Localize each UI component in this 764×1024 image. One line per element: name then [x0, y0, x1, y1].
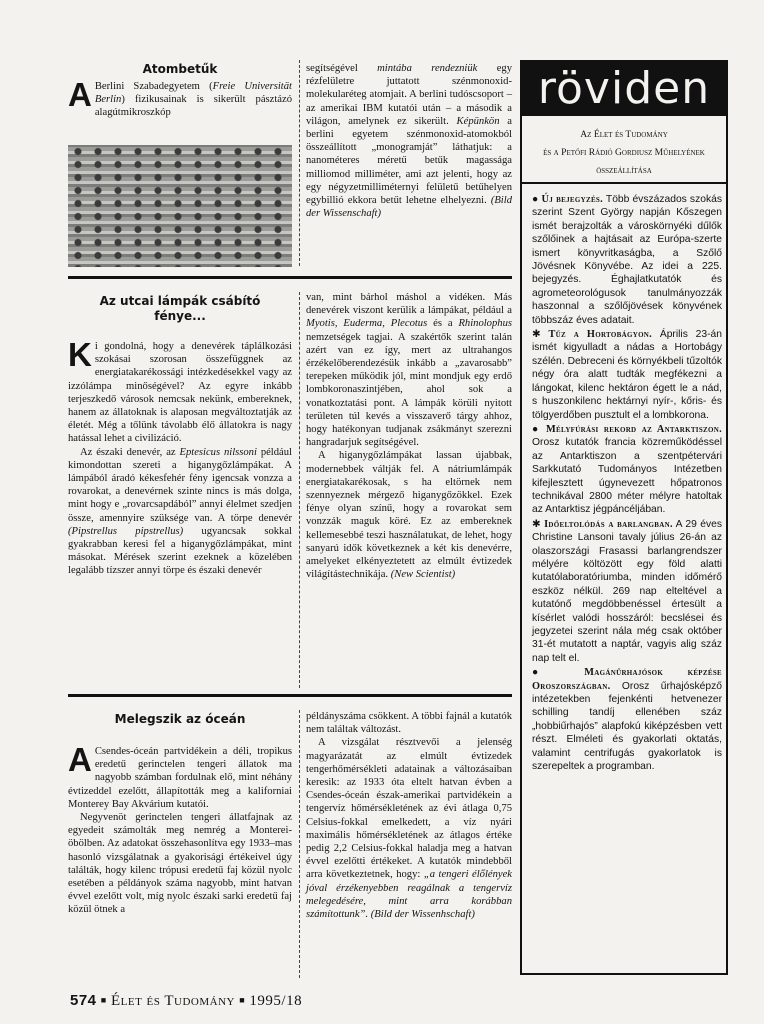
- monogram-photo: [68, 145, 292, 267]
- publication-name: Élet és Tudomány: [110, 993, 235, 1009]
- article1-title: Atombetűk: [142, 62, 218, 76]
- bullet-square: ■: [239, 995, 246, 1005]
- section-rule: [68, 694, 512, 697]
- brief-item: ✱ Időeltolódás a barlangban. A 29 éves Christine Lansoni tavaly július 26-án az olaszországi Frasassi barlangrendszer mélyére költözött egy föld alatti kutatólaboratóriumba, minden időmérő eszköz nélkül. 269 nap elteltével a kutatónő megdöbbenéssel értesült a kísérlet valódi hosszáról: becslései és jegyzetei szerint nála még csak október 31-ét mutatott a naptár, vagyis alig száz nap telt el.: [532, 518, 722, 664]
- article2-title: Az utcai lámpák csábító fénye...: [99, 294, 261, 323]
- article1-intro: A Berlini Szabadegyetem (Freie Universität Berlin) fizikusainak is sikerült pásztázó alagútmikroszkóp: [68, 76, 292, 119]
- brief-item: ● Új bejegyzés. Több évszázados szokás szerint Szent György napján Kőszegen ismét berajzolták a városkörnyéki dűlők szőlőinek a hajtásait az Európa-szerte ismert könyvritkaságba, a Szőlő Jövésnek Könyvébe. Az idei a 225. bejegyzés. Éghajlatkutatók és agrometeorológusok tanulmányozzák haszonnal a szőlőjövések könyvének többszáz éves adatait.: [532, 194, 722, 326]
- section-rule: [68, 276, 512, 279]
- brief-item: ● Mélyfúrási rekord az Antarktiszon. Orosz kutatók francia közreműködéssel az Antarktiszon a szentpétervári Sarkkutató Tudományos Intézetben kifejlesztett úgynevezett hőpatronos technikával 2800 méter mélyre hatoltak az Antarktisz jégpáncéljában.: [532, 423, 722, 516]
- article3-title: Melegszik az óceán: [114, 712, 246, 726]
- page-number: 574: [70, 992, 97, 1009]
- sidebar-items: [532, 193, 722, 774]
- bullet-square: ■: [100, 995, 107, 1005]
- article1-dropcap: A: [68, 76, 92, 113]
- article1-col2: segítségével mintába rendezniük egy rézfelületre juttatott szénmonoxid-molekularéteg atomjait. A berlini tudóscsoport – az amerikai IBM kutatói után – a második a világon, amelynek ez sikerült. Képünkön a berlini egyetem szénmonoxid-atomokból összeállított „monogramját” láthatjuk: a nanométeres méretű betűk magassága milliomod milliméter, ami azt jelenti, hogy az egy négyzetmilliméternyi felületű betűhelyen egybillió ekkora betűt lehetne elhelyezni. (Bild der Wissenschaft): [306, 63, 512, 220]
- article2-col1: Ki gondolná, hogy a denevérek táplálkozási szokásai szorosan összefüggnek az energiatakarékossági intézkedésekkel vagy az izzólámpa minőségével? Az egyre inkább terjeszkedő városok nemcsak nekünk, embereknek, hanem az állatoknak is alaposan megváltoztatják az életét. Még a tőlünk távolabb élő állatokra is nagy hatással lehet a civilizáció. Az északi denevér, az Eptesicus nilssoni például kimondottan szereti a higanygőzlámpákat. A lámpából áradó kékesfehér fény igencsak vonzza a rovarokat, a denevérnek szinte nincs is más dolga, mint hogy e „rovarcsapdából” annyi élelmet szedjen össze, amennyire szüksége van. A törpe denevér (Pipstrellus pipstrellus) ugyancsak sokkal gyakrabban keresi fel a higanygőzlámpákat, mint másokat. Mérések szerint ezeknek a közelében legalább tízszer annyi törpe és északi denevér: [68, 336, 293, 577]
- column-divider: [299, 60, 300, 266]
- article3-col2: példányszáma csökkent. A többi fajnál a kutatók nem találtak változást. A vizsgálat résztvevői a jelenség magyarázatát az elmúlt évtizedek tengerhőmérsékleti adatainak a változásaiban keresik: az 1933 óta eltelt hatvan évben a Csendes-óceán észak-amerikai partvidékein a tengervíz hőmérsékletének az évi átlaga 0,75 Celsius-fokkal emelkedett, a víz nyári maximális hőmérsékletének az átlagos értéke pedig 2,2 Celsius-fokkal haladja meg a hatvan évvel ezelőtti értékeket. A kutatók mindebből arra következtetnek, hogy: „a tengeri élőlények jóval érzékenyebben reagálnak a tengervíz melegedésére, mint arra korábban számítottunk”. (Bild der Wissenhschaft): [306, 711, 512, 921]
- page-footer: [70, 992, 302, 1010]
- column-divider: [299, 710, 300, 978]
- article3-col1: A Csendes-óceán partvidékein a déli, tropikus eredetű gerinctelen tengeri állatok ma nagyobb számban fordulnak elő, mint néhány évtizeddel ezelőtt, állapították meg a kaliforniai Monterey Bay Akvárium kutatói. Negyvenöt gerinctelen tengeri állatfajnak az egyedeit számolták meg nemrég a Monterei-öbölben. Az adatokat összehasonlítva egy 1933–mas hasonló vizsgálatnak a gyakorisági értékeivel úgy találták, hogy kilenc trópusi eredetű faj közül nyolc esetében a példányok száma nagyobb, mint hatvan évvel ezelőtt volt, míg nyolc északi sarki eredetű faj közül ötnek a: [68, 741, 292, 916]
- sidebar-title: röviden: [522, 62, 726, 116]
- column-divider: [299, 292, 300, 688]
- brief-item: ✱ Tűz a Hortobágyon. Április 23-án ismét kigyulladt a nádas a Hortobágy szélén. Debreceni és környékbeli tűzoltók négy óra alatt tudták megfékezni a lángokat, kilenc hektáron égett le a nád, s huszonkilenc hektárnyi nyír-, kőris- és tölgyerdőben pusztult el a lombkorona.: [532, 329, 722, 421]
- article3-dropcap: A: [68, 741, 92, 778]
- brief-item: ● Magánűrhajósok képzése Oroszországban. Orosz űrhajósképző intézetekben fejenkénti hetvenezer schilling tandíj ellenében száz „hobbiűrhajós” alapfokú kiképzésben vett részt. Elméleti és gyakorlati oktatás, valamint centrifugás gyakorlatok is szerepeltek a programban.: [532, 667, 722, 773]
- article2-col2: van, mint bárhol máshol a vidéken. Más denevérek viszont kerülik a lámpákat, például a Myotis, Euderma, Plecotus és a Rhinolophus nemzetségek tagjai. A szakértők szerint talán azért van ez így, mert az ultrahangos érzékelőberendezésük inkább a „zavarosabb” terepeken működik jól, mint mondjuk egy erdő lombkoronaszintjében, ahol sok a vonatkoztatási pont. A lámpák körüli nyitott területen túl kevés a visszaverő tárgy ahhoz, hogy hatékonyan tudjanak zsákmányt szerezni hangradarjuk segítségével. A higanygőzlámpákat lassan újabbak, modernebbek váltják fel. A nátriumlámpák energiatakarékosak, s ha eltörnek nem szennyeznek mérgező higanygőzökkel. Ezek fénye olyan színű, hogy a rovarokat sem vonzzák maguk köré. Ez az embereknek kellemesebbé teszi használatukat, de lehet, hogy sanyarú idők következnek a két kis denevérre, amelyeket elkényeztetett az elmúlt évtizedek világítástechnikája. (New Scientist): [306, 292, 512, 581]
- issue-number: 1995/18: [249, 993, 303, 1009]
- article2-dropcap: K: [68, 336, 92, 373]
- sidebar-rule: [522, 182, 726, 184]
- sidebar-credit: Az Élet és Tudomány és a Petőfi Rádió Gordiusz Műhelyének összeállítása: [543, 129, 705, 176]
